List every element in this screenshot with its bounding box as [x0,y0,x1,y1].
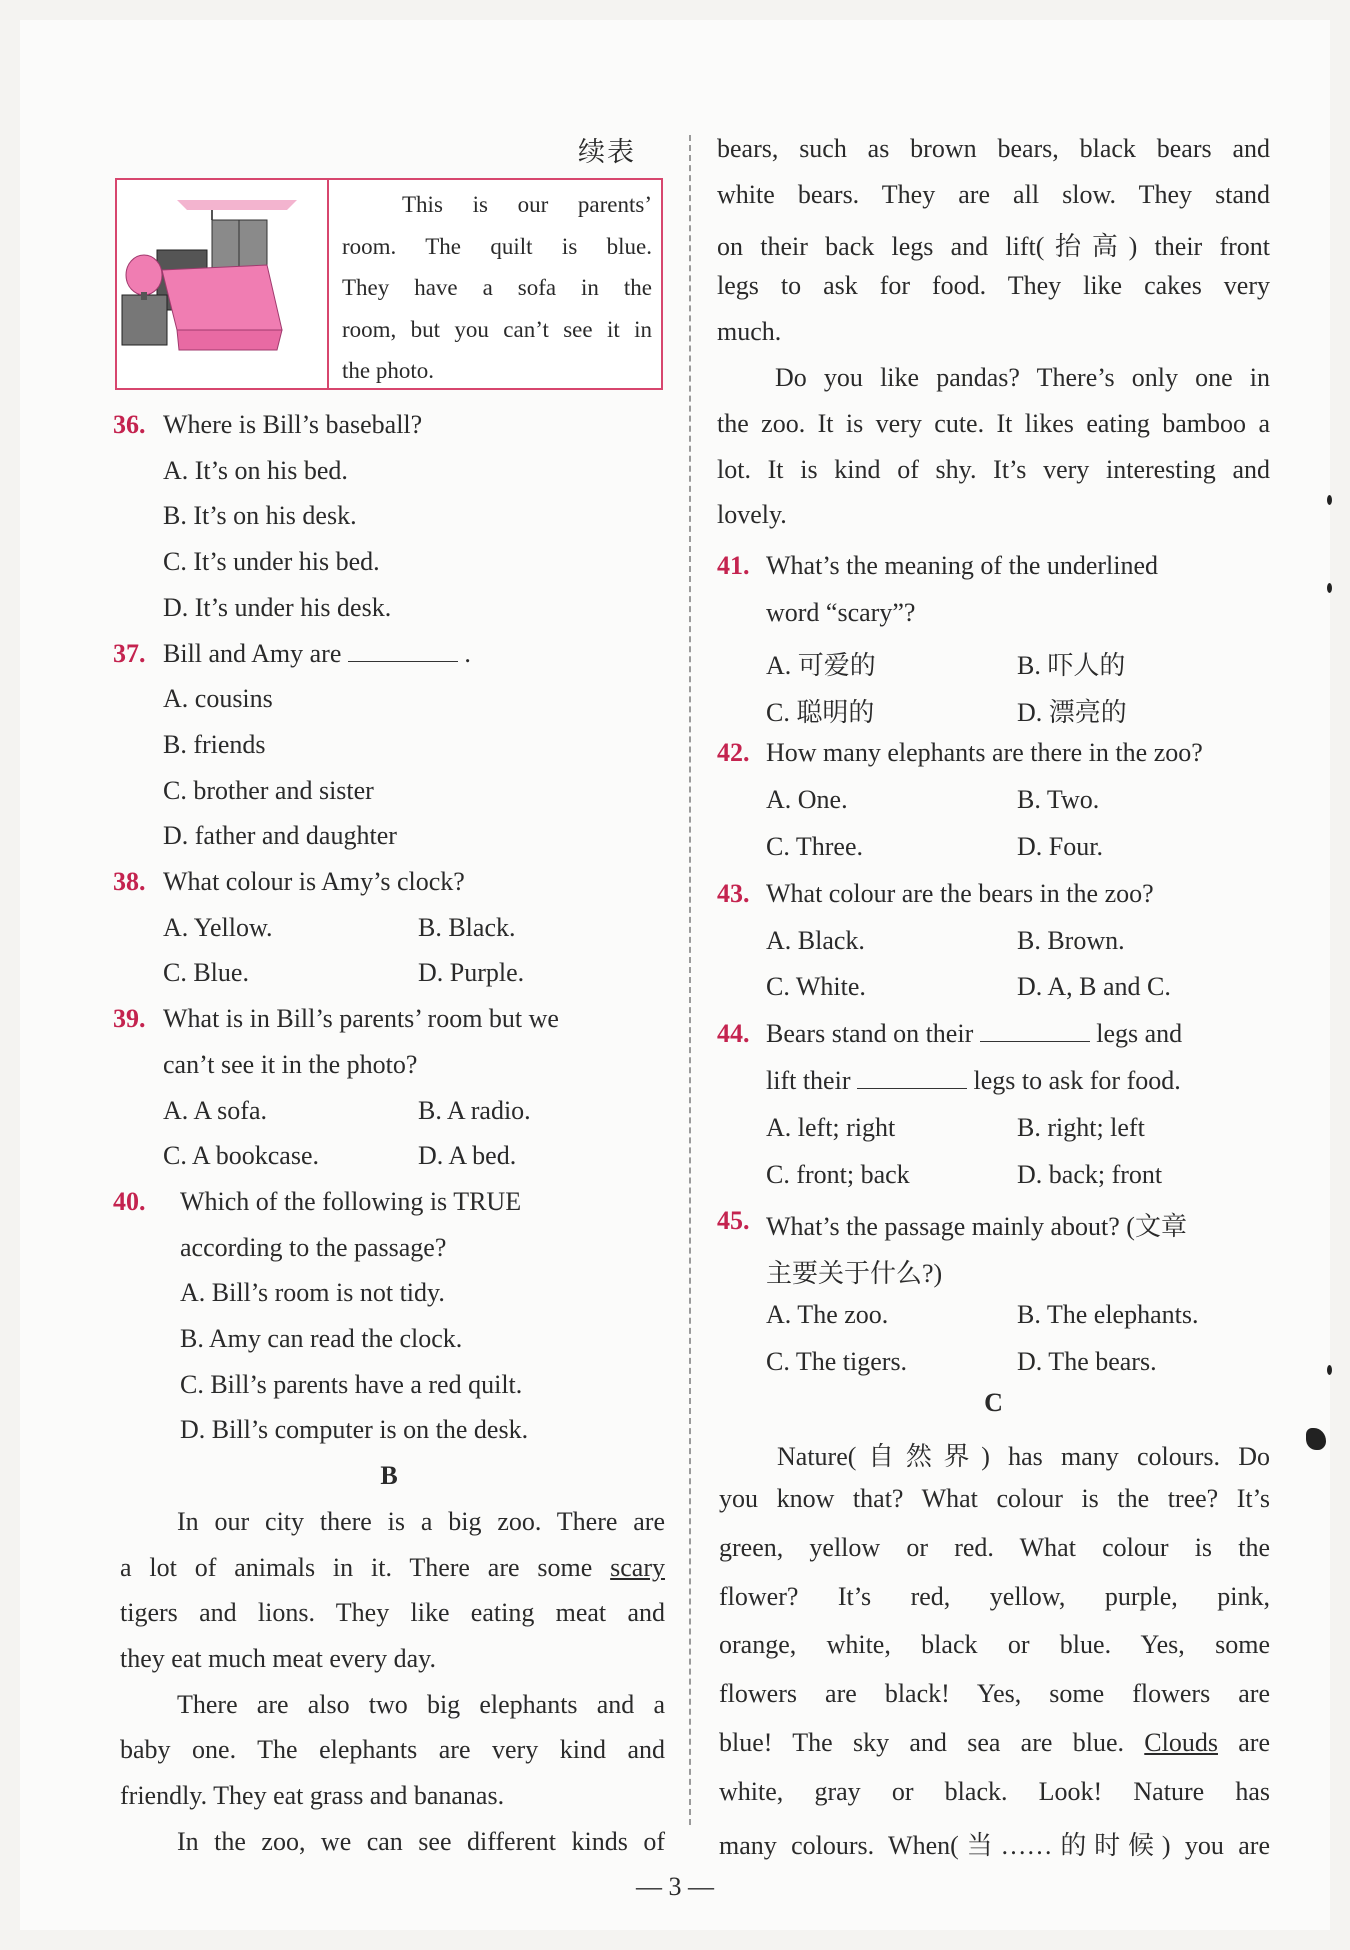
question-number: 40. [113,1186,146,1216]
line-text: A. It’s on his bed. [163,455,348,485]
option: C. White. [766,972,866,1002]
passage-line: legs to ask for food. They like cakes very [717,271,1270,301]
passage-line: white bears. They are all slow. They stand [717,179,1270,209]
passage-line: many colours. When(当……的时候) you are [719,1831,1270,1861]
question-text: Bill and Amy are . [163,638,471,668]
passage-line: bears, such as brown bears, black bears and [717,134,1270,163]
option: D. Four. [1017,832,1103,861]
option: B. Brown. [1017,925,1125,955]
question-text: What’s the passage mainly about? (文章 [766,1212,1187,1242]
passage-line: lot. It is kind of shy. It’s very interesting and [717,454,1270,484]
option: C. The tigers. [766,1346,908,1376]
passage-line: flowers are black! Yes, some flowers are [719,1679,1270,1709]
underlined-word: scary [610,1552,665,1582]
edge-mark [1327,495,1332,505]
line-text: C. brother and sister [163,775,374,805]
question-text: What is in Bill’s parents’ room but we [163,1004,559,1034]
edge-mark [1327,583,1332,593]
passage-line: Do you like pandas? There’s only one in [775,363,1270,392]
question-number: 38. [113,867,146,896]
underlined-word: Clouds [1144,1727,1218,1757]
passage-line: green, yellow or red. What colour is the [719,1533,1270,1562]
passage-line: In the zoo, we can see different kinds of [177,1826,665,1856]
passage-line: a lot of animals in it. There are some scary [120,1552,665,1582]
option: C. 聪明的 [766,697,875,727]
question-text: What colour are the bears in the zoo? [766,878,1154,908]
line-text: D. It’s under his desk. [163,592,392,622]
option: D. Purple. [418,958,525,988]
question-number: 45. [717,1206,750,1236]
line-text: lift their legs to ask for food. [766,1066,1181,1095]
option: A. The zoo. [766,1300,889,1329]
caption-line: the photo. [342,358,434,383]
continued-label: 续表 [578,137,636,168]
line-text: word “scary”? [766,598,916,627]
question-number: 41. [717,551,750,581]
option: A. Black. [766,925,865,955]
line-text: B. Amy can read the clock. [180,1324,463,1353]
caption-line: room. The quilt is blue. [342,233,652,259]
option: A. Yellow. [163,912,273,942]
answer-blank [857,1068,967,1089]
option: B. The elephants. [1017,1300,1199,1329]
option: A. left; right [766,1112,896,1142]
option: C. A bookcase. [163,1141,319,1171]
passage-line: you know that? What colour is the tree? It’s [719,1484,1270,1514]
question-number: 44. [717,1019,750,1049]
caption-line: This is our parents’ [402,192,652,217]
line-text: according to the passage? [180,1232,447,1262]
column-divider [689,135,691,1825]
question-text: What colour is Amy’s clock? [163,867,465,896]
line-text: C. It’s under his bed. [163,547,380,577]
line-text: C. Bill’s parents have a red quilt. [180,1369,523,1399]
option: B. Two. [1017,785,1100,815]
passage-line: Nature(自然界) has many colours. Do [777,1441,1270,1471]
option: C. Blue. [163,958,249,988]
option: D. back; front [1017,1159,1163,1189]
page-number: — 3 — [636,1872,714,1901]
passage-line: they eat much meat every day. [120,1643,436,1673]
option: A. 可爱的 [766,650,876,680]
question-number: 36. [113,410,146,439]
question-text: How many elephants are there in the zoo? [766,738,1203,768]
option: C. front; back [766,1159,910,1189]
passage-line: friendly. They eat grass and bananas. [120,1781,505,1810]
question-text: What’s the meaning of the underlined [766,551,1159,581]
passage-line: much. [717,317,782,347]
passage-line: lovely. [717,500,787,530]
line-text: D. father and daughter [163,821,397,851]
option: B. right; left [1017,1112,1145,1142]
picture-caption [342,184,652,392]
edge-mark [1327,1365,1332,1375]
question-text: Which of the following is TRUE [180,1186,522,1216]
option: A. One. [766,785,848,815]
line-text: D. Bill’s computer is on the desk. [180,1415,529,1445]
passage-line: orange, white, black or blue. Yes, some [719,1630,1270,1660]
answer-blank [980,1021,1090,1042]
section-c-title: C [984,1387,1003,1417]
question-number: 43. [717,878,750,908]
passage-line: In our city there is a big zoo. There are [177,1506,665,1536]
passage-line: blue! The sky and sea are blue. Clouds are [719,1727,1270,1757]
passage-line: white, gray or black. Look! Nature has [719,1776,1270,1806]
option: B. Black. [418,912,516,942]
passage-line: baby one. The elephants are very kind and [120,1735,665,1765]
passage-line: tigers and lions. They like eating meat and [120,1598,665,1628]
passage-line: on their back legs and lift(抬高) their front [717,231,1270,261]
option: B. A radio. [418,1095,531,1125]
option: D. A, B and C. [1017,972,1171,1002]
option: B. 吓人的 [1017,650,1126,680]
line-text: B. It’s on his desk. [163,501,357,531]
question-text: Where is Bill’s baseball? [163,410,423,439]
bedroom-illustration [117,180,329,388]
line-text: B. friends [163,729,266,759]
question-text: Bears stand on their legs and [766,1019,1183,1049]
option: D. The bears. [1017,1346,1157,1376]
option: A. A sofa. [163,1095,267,1125]
passage-line: flower? It’s red, yellow, purple, pink, [719,1581,1270,1611]
section-b-title: B [380,1461,398,1491]
question-number: 37. [113,638,146,668]
passage-line: There are also two big elephants and a [177,1689,665,1719]
line-text: A. cousins [163,684,273,714]
caption-line: They have a sofa in the [342,275,652,300]
answer-blank [348,641,458,662]
option: D. A bed. [418,1141,517,1171]
passage-line: the zoo. It is very cute. It likes eating bamboo a [717,408,1270,438]
line-text: 主要关于什么?) [766,1259,943,1289]
line-text: A. Bill’s room is not tidy. [180,1278,445,1308]
question-number: 42. [717,738,750,768]
option: D. 漂亮的 [1017,697,1127,727]
option: C. Three. [766,832,863,861]
picture-box [115,178,663,390]
caption-line: room, but you can’t see it in [342,316,652,342]
line-text: can’t see it in the photo? [163,1049,418,1079]
question-number: 39. [113,1004,146,1034]
